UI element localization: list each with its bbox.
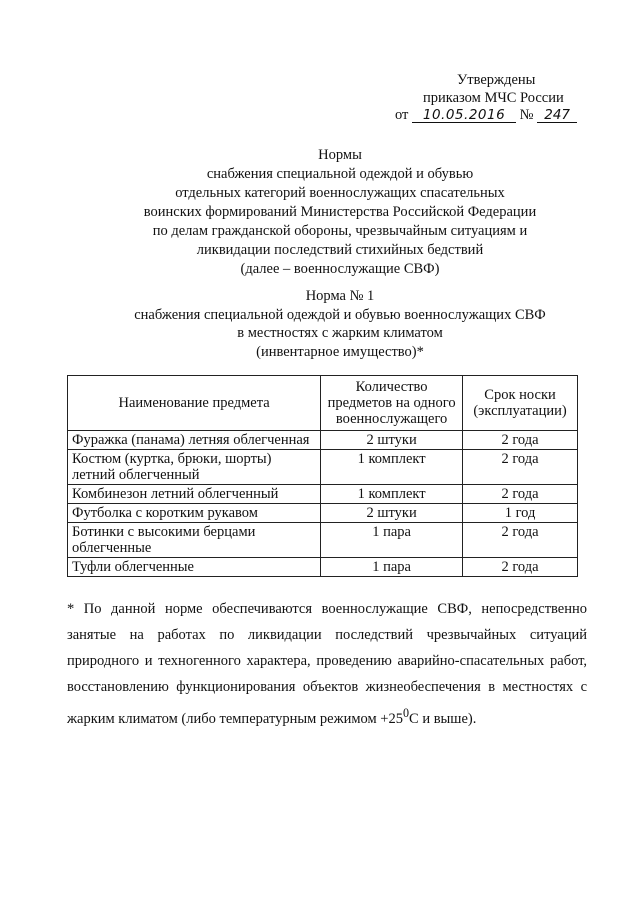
heading-line: воинских формирований Министерства Российской Федерации (143, 204, 537, 220)
approval-date-line (395, 107, 585, 125)
item-name: Ботинки с высокими берцами облегченные (68, 523, 321, 558)
item-quantity: 1 пара (321, 558, 463, 577)
date-prefix: от (395, 107, 409, 123)
heading-line: Нормы (318, 147, 362, 163)
handwritten-date: 10.05.2016 (412, 108, 516, 123)
item-quantity: 1 пара (321, 523, 463, 558)
header-quantity: Количество предметов на одного военнослужащего (321, 376, 463, 431)
norm-heading (120, 287, 560, 361)
norms-table (67, 375, 578, 577)
footnote-text-end: С и выше). (409, 710, 477, 727)
heading-line: отдельных категорий военнослужащих спасательных (175, 185, 505, 201)
item-name: Футболка с коротким рукавом (68, 504, 321, 523)
item-period: 1 год (463, 504, 578, 523)
heading-line: снабжения специальной одеждой и обувью (206, 166, 474, 182)
header-item-name: Наименование предмета (68, 376, 321, 431)
item-period: 2 года (463, 523, 578, 558)
item-period: 2 года (463, 450, 578, 485)
table-header-row (68, 376, 578, 431)
approval-title: Утверждены (457, 72, 536, 88)
item-quantity: 2 штуки (321, 431, 463, 450)
norm-title: Норма № 1 (305, 288, 375, 304)
footnote-text: * По данной норме обеспечиваются военнослужащие СВФ, непосредственно занятые на работах по ликвидации последствий чрезвычайных ситуаций природного и техногенного характера, проведению аварийно-спасательных работ, восстановлению функционирования объектов жизнеобеспечения в местностях с жарким климатом (либо температурным режимом +25 (67, 601, 587, 727)
approval-order: приказом МЧС России (423, 89, 564, 106)
table-row (68, 450, 578, 485)
table-row (68, 431, 578, 450)
heading-line: (далее – военнослужащие СВФ) (240, 261, 440, 277)
norm-line: в местностях с жарким климатом (237, 325, 443, 341)
norm-line: (инвентарное имущество)* (256, 343, 424, 360)
item-quantity: 1 комплект (321, 450, 463, 485)
item-name: Костюм (куртка, брюки, шорты) летний облегченный (68, 450, 321, 485)
approval-stamp (395, 72, 585, 125)
document-heading (120, 146, 560, 279)
item-period: 2 года (463, 485, 578, 504)
item-name: Фуражка (панама) летняя облегченная (68, 431, 321, 450)
footnote (67, 596, 587, 732)
number-prefix: № (519, 107, 534, 123)
handwritten-number: 247 (537, 108, 577, 123)
item-name: Комбинезон летний облегченный (68, 485, 321, 504)
norm-line: снабжения специальной одеждой и обувью военнослужащих СВФ (134, 306, 546, 323)
header-wear-period: Срок носки (эксплуатации) (463, 376, 578, 431)
item-name: Туфли облегченные (68, 558, 321, 577)
item-quantity: 2 штуки (321, 504, 463, 523)
heading-line: по делам гражданской обороны, чрезвычайным ситуациям и (152, 223, 528, 239)
table-row (68, 558, 578, 577)
table-row (68, 504, 578, 523)
item-quantity: 1 комплект (321, 485, 463, 504)
item-period: 2 года (463, 558, 578, 577)
heading-line: ликвидации последствий стихийных бедствий (196, 242, 484, 258)
degree-superscript: 0 (402, 706, 410, 720)
item-period: 2 года (463, 431, 578, 450)
table-row (68, 485, 578, 504)
table-row (68, 523, 578, 558)
